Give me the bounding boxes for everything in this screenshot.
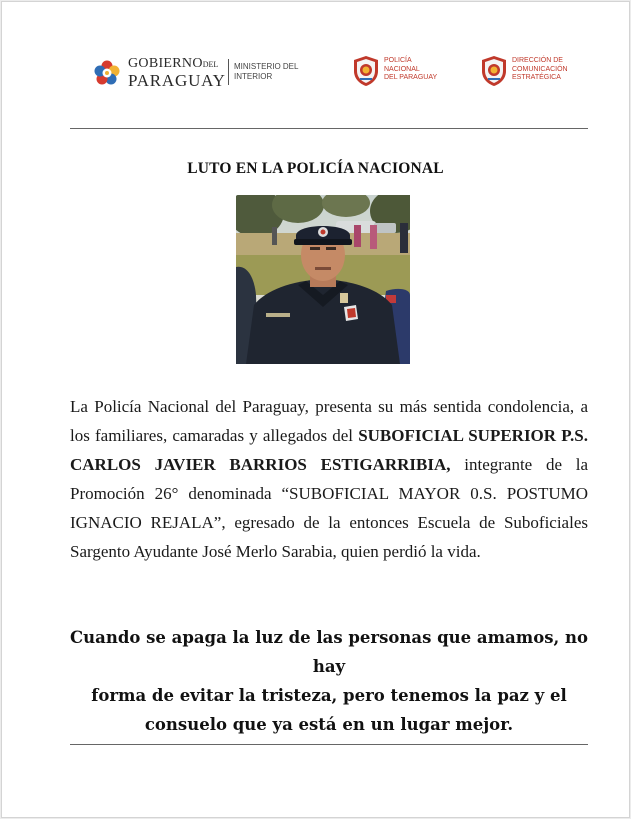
deceased-name: SUBOFICIAL SUPERIOR P.S. CARLOS JAVIER BARRIOS ESTIGARRIBIA, (70, 426, 588, 474)
quote-line-3: consuelo que ya está en un lugar mejor. (144, 715, 514, 734)
top-divider (70, 128, 588, 129)
paraguay-word: PARAGUAY (128, 71, 226, 90)
condolence-intro: La Policía Nacional del Paraguay, presenta su más sentida condolencia, a los familiares, camaradas y allegados del (70, 397, 588, 445)
header-logos (2, 54, 629, 90)
document-page (1, 1, 630, 818)
bottom-divider (70, 744, 588, 745)
policia-nacional-logo (352, 54, 452, 90)
policia-label (384, 57, 464, 83)
ministerio-line-2: INTERIOR (234, 72, 273, 81)
policia-line-2: NACIONAL (384, 65, 420, 73)
gobierno-del: DEL (202, 60, 219, 69)
closing-quote (58, 623, 600, 739)
communication-shield-icon (480, 55, 508, 87)
direccion-label (512, 57, 592, 83)
ministerio-label (234, 62, 314, 82)
passion-flower-icon (92, 58, 122, 88)
policia-line-1: POLICÍA (384, 57, 412, 64)
direccion-line-2: COMUNICACIÓN (512, 65, 568, 73)
police-shield-icon (352, 55, 380, 87)
condolence-rest: integrante de la Promoción 26° denominada “SUBOFICIAL MAYOR 0.S. POSTUMO IGNACIO REJALA”, egresado de la entonces Escuela de Suboficiales Sargento Ayudante José Merlo Sarabia, quien perdió la vida. (70, 455, 588, 561)
gobierno-logo (92, 56, 312, 88)
logo-separator (228, 59, 229, 85)
gobierno-word: GOBIERNO (128, 56, 203, 71)
direccion-line-3: ESTRATÉGICA (512, 74, 561, 81)
condolence-paragraph (70, 392, 588, 566)
direccion-line-1: DIRECCIÓN DE (512, 57, 563, 64)
ministerio-line-1: MINISTERIO DEL (234, 62, 299, 71)
page-title: LUTO EN LA POLICÍA NACIONAL (187, 160, 444, 177)
policia-line-3: DEL PARAGUAY (384, 74, 438, 81)
quote-line-2: forma de evitar la tristeza, pero tenemos la paz y el (91, 686, 567, 705)
quote-line-1: Cuando se apaga la luz de las personas que amamos, no hay (70, 628, 588, 676)
direccion-comunicacion-logo (480, 54, 590, 90)
officer-photo (236, 195, 410, 364)
